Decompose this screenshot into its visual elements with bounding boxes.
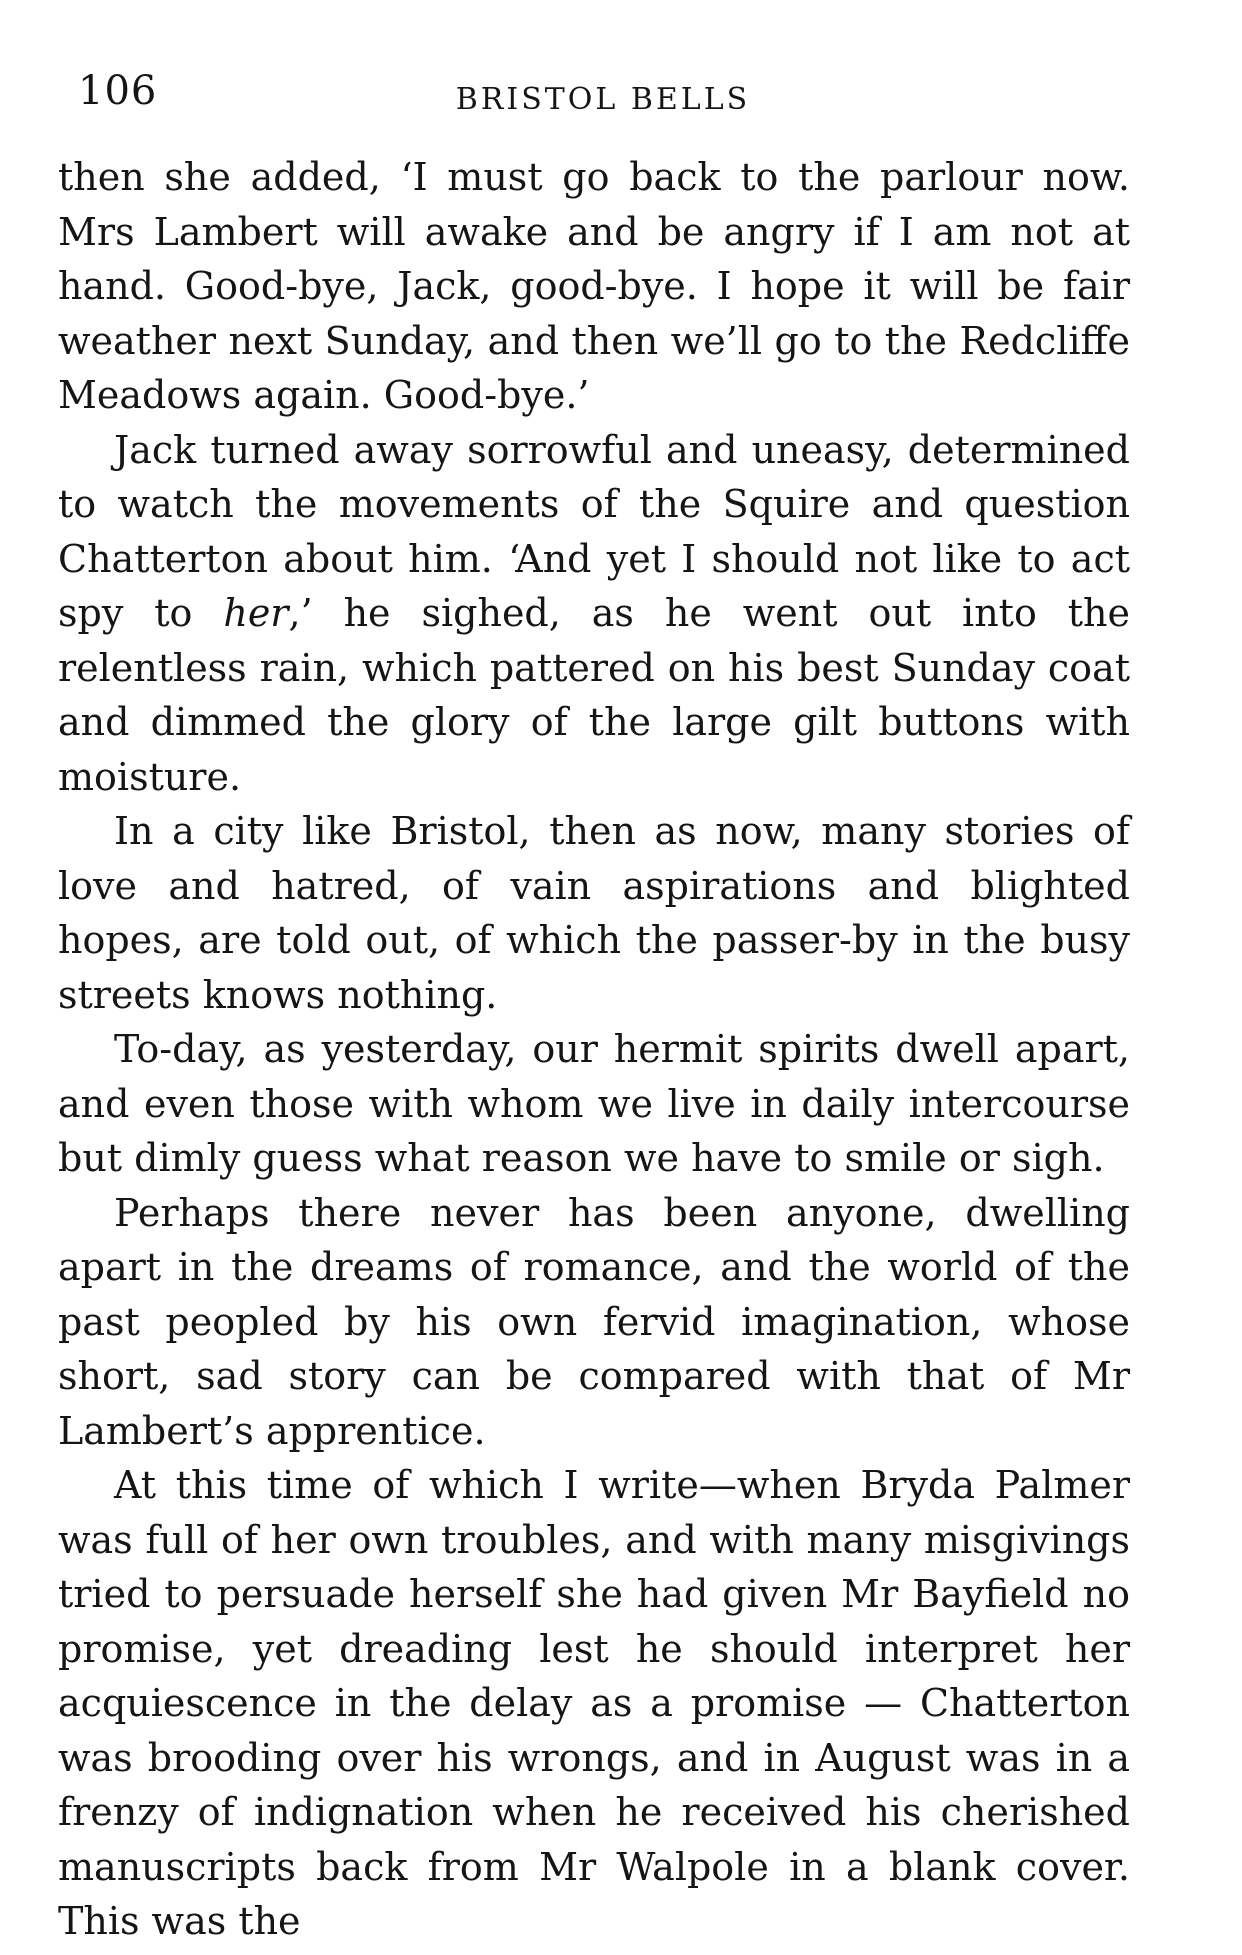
- paragraph-6: [58, 1458, 1130, 1949]
- paragraph-1-text: then she added, ‘I must go back to the parlour now. Mrs Lambert will awake and be angry if I am not at hand. Good-bye, Jack, good-bye. I hope it will be fair weather next Sunday, and then we’ll go to the Redcliffe Meadows again. Good-bye.’: [58, 155, 1130, 417]
- paragraph-2-text-start: Jack turned away sorrowful and uneasy, determined to watch the movements of the Squire and question Chatterton about him. ‘And yet I should not like to act spy to: [58, 427, 1130, 635]
- paragraph-2: [58, 423, 1130, 805]
- paragraph-5: [58, 1186, 1130, 1459]
- paragraph-1: [58, 150, 1130, 423]
- paragraph-3: [58, 804, 1130, 1022]
- paragraph-2-italic-word: her: [223, 591, 289, 635]
- paragraph-3-text: In a city like Bristol, then as now, many stories of love and hatred, of vain aspirations and blighted hopes, are told out, of which the passer-by in the busy streets knows nothing.: [58, 809, 1130, 1017]
- paragraph-5-text: Perhaps there never has been anyone, dwelling apart in the dreams of romance, and the world of the past peopled by his own fervid imagination, whose short, sad story can be compared with that of Mr Lambert’s apprentice.: [58, 1190, 1130, 1453]
- paragraph-4: [58, 1022, 1130, 1186]
- paragraph-6-text: At this time of which I write—when Bryda Palmer was full of her own troubles, and with many misgivings tried to persuade herself she had given Mr Bayfield no promise, yet dreading lest he should interpret her acquiescence in the delay as a promise — Chatterton was brooding over his wrongs, and in August was in a frenzy of indignation when he received his cherished manuscripts back from Mr Walpole in a blank cover. This was the: [58, 1463, 1130, 1943]
- page-header: [78, 68, 1128, 128]
- body-text: [58, 150, 1130, 1949]
- paragraph-4-text: To-day, as yesterday, our hermit spirits dwell apart, and even those with whom we live in daily intercourse but dimly guess what reason we have to smile or sigh.: [58, 1027, 1130, 1180]
- paragraph-2-text-end: ,’ he sighed, as he went out into the relentless rain, which pattered on his best Sunday coat and dimmed the glory of the large gilt buttons with moisture.: [58, 591, 1131, 799]
- running-head: BRISTOL BELLS: [455, 82, 751, 117]
- page-number: 106: [78, 68, 158, 114]
